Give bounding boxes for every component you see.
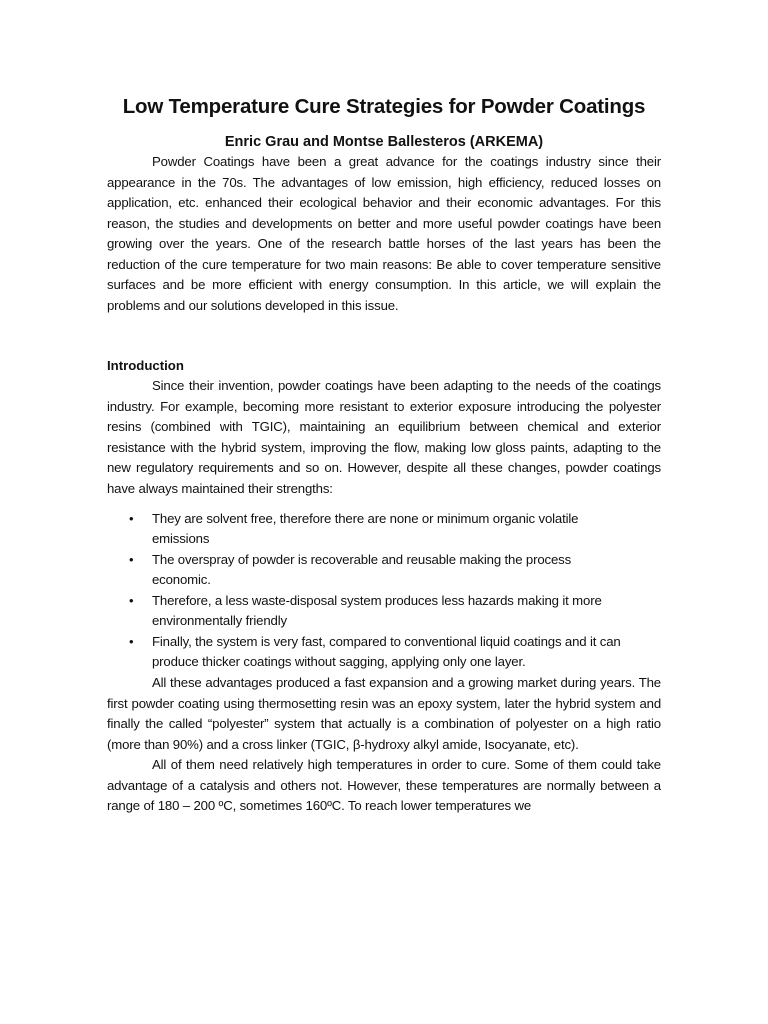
bullet-item <box>107 632 661 671</box>
document-title: Low Temperature Cure Strategies for Powder Coatings <box>122 95 646 118</box>
bullet-icon: • <box>129 634 134 649</box>
bullet-text: Finally, the system is very fast, compared to conventional liquid coatings and it can produce thicker coatings without sagging, applying only one layer. <box>152 634 621 669</box>
abstract-paragraph: Powder Coatings have been a great advance for the coatings industry since their appearance in the 70s. The advantages of low emission, high efficiency, reduced losses on application, etc. enhanced their ecological behavior and their economic advantages. For this reason, the studies and developments on better and more useful powder coatings have been growing over the years. One of the research battle horses of the last years has been the reduction of the cure temperature for two main reasons: Be able to cover temperature sensitive surfaces and be more efficient with energy consumption. In this article, we will explain the problems and our solutions developed in this issue. <box>107 154 661 313</box>
document-content <box>107 92 661 817</box>
introduction-paragraph: Since their invention, powder coatings have been adapting to the needs of the coatings industry. For example, becoming more resistant to exterior exposure introducing the polyester resins (combined with TGIC), maintaining an equilibrium between chemical and exterior resistance with the hybrid system, improving the flow, making low gloss paints, adapting to the new regulatory requirements and so on. However, despite all these changes, powder coatings have always maintained their strengths: <box>107 378 661 496</box>
advantages-paragraph: All these advantages produced a fast expansion and a growing market during years. The first powder coating using thermosetting resin was an epoxy system, later the hybrid system and finally the called “polyester” system that actually is a combination of polyester on a high ratio (more than 90%) and a cross linker (TGIC, β-hydroxy alkyl amide, Isocyanate, etc). <box>107 675 661 752</box>
strengths-bullet-list <box>107 509 661 671</box>
bullet-text: Therefore, a less waste-disposal system produces less hazards making it more environmentally friendly <box>152 593 602 628</box>
section-heading-introduction: Introduction <box>107 358 184 373</box>
bullet-icon: • <box>129 593 134 608</box>
bullet-icon: • <box>129 552 134 567</box>
bullet-text: They are solvent free, therefore there are none or minimum organic volatile emissions <box>152 511 579 546</box>
bullet-icon: • <box>129 511 134 526</box>
temperature-paragraph: All of them need relatively high temperatures in order to cure. Some of them could take advantage of a catalysis and others not. However, these temperatures are normally between a range of 180 – 200 ºC, sometimes 160ºC. To reach lower temperatures we <box>107 757 661 813</box>
bullet-text: The overspray of powder is recoverable and reusable making the process economic. <box>152 552 572 587</box>
bullet-item <box>107 550 661 589</box>
bullet-item <box>107 591 661 630</box>
document-authors: Enric Grau and Montse Ballesteros (ARKEMA) <box>224 134 544 150</box>
bullet-item <box>107 509 661 548</box>
